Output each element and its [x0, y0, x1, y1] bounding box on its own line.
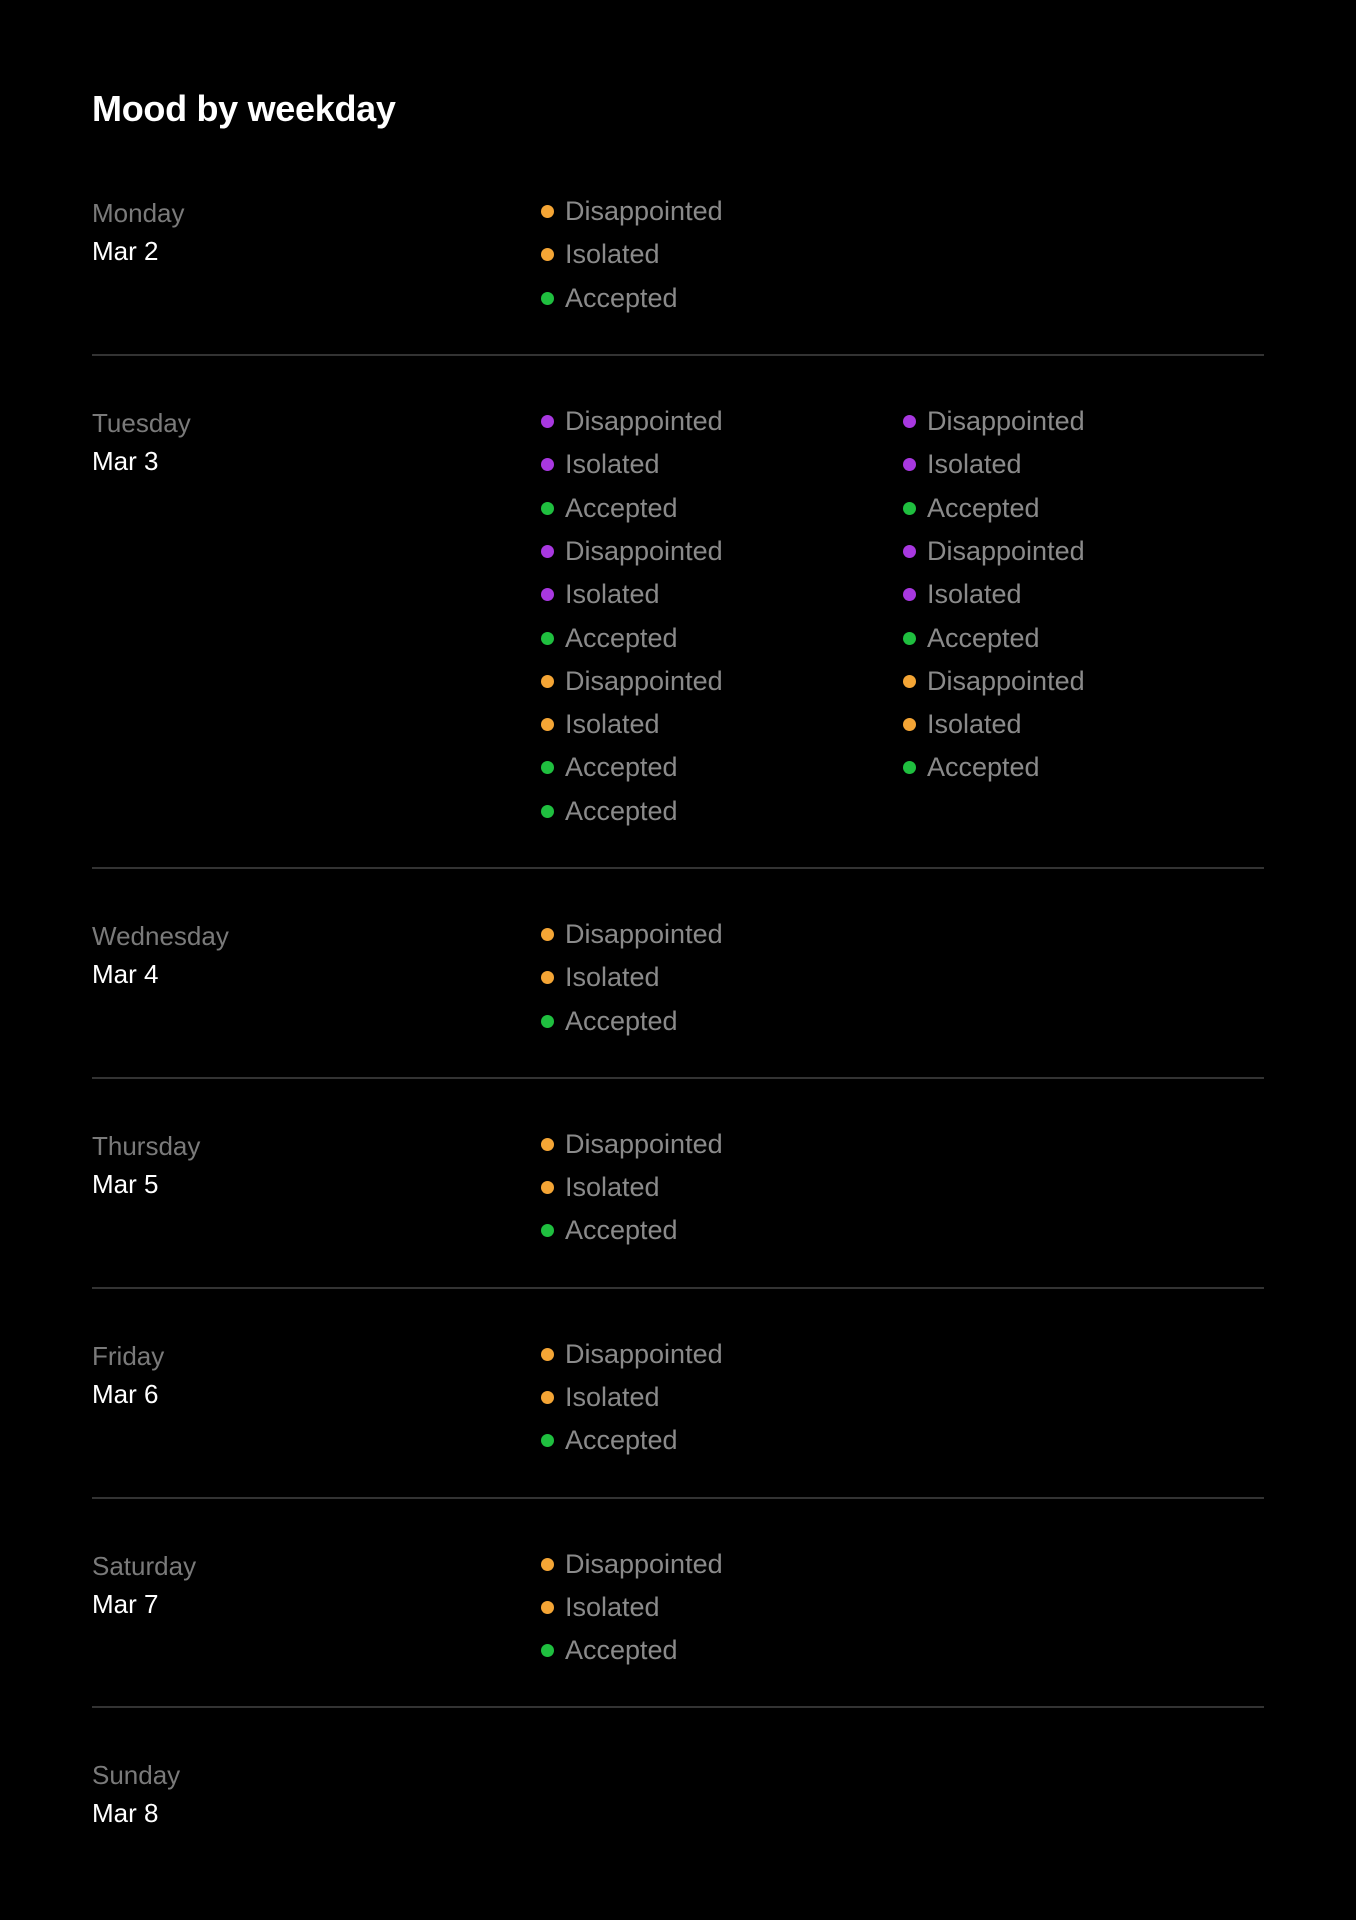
mood-label: Accepted: [565, 1425, 678, 1456]
day-label: [92, 1337, 540, 1463]
day-row-sunday: [92, 1708, 1264, 1870]
mood-item: [902, 660, 1264, 703]
mood-label: Isolated: [565, 709, 660, 740]
date-label: Mar 6: [92, 1378, 159, 1409]
mood-dot-icon: [903, 675, 916, 688]
mood-label: Accepted: [565, 622, 678, 653]
mood-item: [540, 1123, 902, 1166]
day-row-friday: [92, 1289, 1264, 1499]
date-label: Mar 7: [92, 1588, 159, 1619]
mood-columns: [540, 404, 1264, 833]
mood-dot-icon: [541, 1434, 554, 1447]
mood-item: [540, 400, 902, 443]
mood-item: [540, 790, 902, 833]
mood-item: [540, 1629, 902, 1672]
mood-label: Disappointed: [565, 1338, 723, 1369]
mood-dot-icon: [541, 588, 554, 601]
mood-item: [540, 277, 902, 320]
mood-dot-icon: [541, 971, 554, 984]
mood-item: [540, 486, 902, 529]
mood-column: [540, 404, 902, 833]
mood-dot-icon: [903, 545, 916, 558]
mood-dot-icon: [541, 805, 554, 818]
mood-item: [902, 746, 1264, 789]
mood-item: [540, 1586, 902, 1629]
mood-columns: [540, 1337, 902, 1463]
mood-label: Disappointed: [565, 196, 723, 227]
mood-dot-icon: [541, 502, 554, 515]
mood-label: Accepted: [565, 752, 678, 783]
mood-label: Disappointed: [565, 535, 723, 566]
day-row-tuesday: [92, 356, 1264, 869]
date-label: Mar 3: [92, 445, 159, 476]
mood-label: Disappointed: [565, 406, 723, 437]
mood-label: Disappointed: [565, 665, 723, 696]
mood-item: [540, 530, 902, 573]
mood-item: [540, 616, 902, 659]
mood-column: [902, 404, 1264, 833]
mood-label: Isolated: [565, 962, 660, 993]
mood-dot-icon: [541, 1601, 554, 1614]
day-label: [92, 194, 540, 320]
mood-dot-icon: [541, 292, 554, 305]
mood-dot-icon: [903, 718, 916, 731]
mood-dot-icon: [903, 761, 916, 774]
mood-dot-icon: [541, 1015, 554, 1028]
mood-item: [540, 1376, 902, 1419]
weekday-label: Friday: [92, 1340, 165, 1371]
mood-label: Accepted: [565, 1215, 678, 1246]
mood-column: [540, 917, 902, 1043]
mood-dot-icon: [541, 632, 554, 645]
mood-item: [902, 400, 1264, 443]
mood-label: Disappointed: [565, 919, 723, 949]
mood-label: Disappointed: [565, 1128, 723, 1159]
mood-label: Accepted: [927, 752, 1040, 783]
mood-label: Isolated: [565, 449, 660, 480]
mood-item: [540, 660, 902, 703]
mood-dot-icon: [541, 1348, 554, 1361]
mood-dot-icon: [541, 458, 554, 471]
mood-label: Accepted: [927, 622, 1040, 653]
mood-item: [540, 443, 902, 486]
mood-item: [540, 190, 902, 233]
mood-label: Disappointed: [927, 665, 1085, 696]
mood-dot-icon: [541, 1224, 554, 1237]
mood-item: [902, 486, 1264, 529]
mood-label: Isolated: [927, 709, 1022, 740]
weekday-label: Wednesday: [92, 920, 229, 951]
mood-dot-icon: [541, 718, 554, 731]
mood-item: [540, 956, 902, 999]
mood-dot-icon: [903, 415, 916, 428]
mood-item: [902, 703, 1264, 746]
day-row-saturday: [92, 1499, 1264, 1709]
mood-dot-icon: [541, 415, 554, 428]
day-row-wednesday: [92, 869, 1264, 1079]
day-row-thursday: [92, 1079, 1264, 1289]
day-list: [92, 180, 1264, 1870]
mood-dot-icon: [903, 502, 916, 515]
mood-label: Isolated: [565, 579, 660, 610]
mood-label: Isolated: [565, 1172, 660, 1203]
mood-item: [902, 616, 1264, 659]
day-label: [92, 917, 540, 1043]
day-label: [92, 1547, 540, 1673]
mood-columns: [540, 194, 902, 320]
weekday-label: Monday: [92, 198, 185, 228]
page-title: Mood by weekday: [92, 88, 396, 129]
mood-label: Isolated: [927, 449, 1022, 480]
mood-label: Isolated: [565, 239, 660, 270]
mood-dot-icon: [903, 458, 916, 471]
mood-dot-icon: [541, 205, 554, 218]
mood-item: [902, 573, 1264, 616]
mood-label: Disappointed: [927, 535, 1085, 566]
mood-label: Disappointed: [927, 406, 1085, 437]
weekday-label: Sunday: [92, 1760, 181, 1791]
mood-item: [540, 1543, 902, 1586]
date-label: Mar 4: [92, 958, 159, 989]
mood-label: Isolated: [927, 579, 1022, 610]
mood-dot-icon: [903, 632, 916, 645]
mood-item: [540, 573, 902, 616]
date-label: Mar 5: [92, 1168, 159, 1199]
mood-dot-icon: [541, 928, 554, 941]
day-label: [92, 1127, 540, 1253]
mood-item: [540, 1209, 902, 1252]
mood-label: Isolated: [565, 1382, 660, 1413]
weekday-label: Thursday: [92, 1130, 201, 1161]
mood-item: [540, 1166, 902, 1209]
mood-dot-icon: [541, 675, 554, 688]
mood-dot-icon: [541, 1391, 554, 1404]
mood-item: [540, 1333, 902, 1376]
mood-label: Isolated: [565, 1591, 660, 1622]
mood-label: Accepted: [565, 492, 678, 523]
mood-label: Accepted: [927, 492, 1040, 523]
mood-dot-icon: [541, 248, 554, 261]
mood-columns: [540, 1547, 902, 1673]
mood-dot-icon: [541, 1644, 554, 1657]
mood-dot-icon: [903, 588, 916, 601]
mood-dot-icon: [541, 1558, 554, 1571]
mood-dot-icon: [541, 1138, 554, 1151]
mood-label: Accepted: [565, 1635, 678, 1666]
mood-columns: [540, 917, 902, 1043]
mood-label: Accepted: [565, 795, 678, 826]
mood-item: [902, 530, 1264, 573]
day-label: [92, 1756, 540, 1836]
mood-column: [540, 1547, 902, 1673]
day-row-monday: [92, 180, 1264, 356]
mood-item: [902, 443, 1264, 486]
mood-item: [540, 913, 902, 956]
mood-item: [540, 233, 902, 276]
date-label: Mar 8: [92, 1798, 159, 1829]
mood-item: [540, 703, 902, 746]
weekday-label: Saturday: [92, 1550, 197, 1581]
date-label: Mar 2: [92, 236, 159, 266]
mood-column: [540, 1337, 902, 1463]
mood-label: Accepted: [565, 1005, 678, 1036]
mood-dot-icon: [541, 1181, 554, 1194]
mood-dot-icon: [541, 761, 554, 774]
mood-column: [540, 1127, 902, 1253]
weekday-label: Tuesday: [92, 407, 191, 438]
mood-item: [540, 999, 902, 1042]
mood-item: [540, 1419, 902, 1462]
mood-label: Accepted: [565, 282, 678, 313]
mood-item: [540, 746, 902, 789]
mood-column: [540, 194, 902, 320]
mood-label: Disappointed: [565, 1548, 723, 1579]
day-label: [92, 404, 540, 833]
mood-columns: [540, 1127, 902, 1253]
mood-dot-icon: [541, 545, 554, 558]
